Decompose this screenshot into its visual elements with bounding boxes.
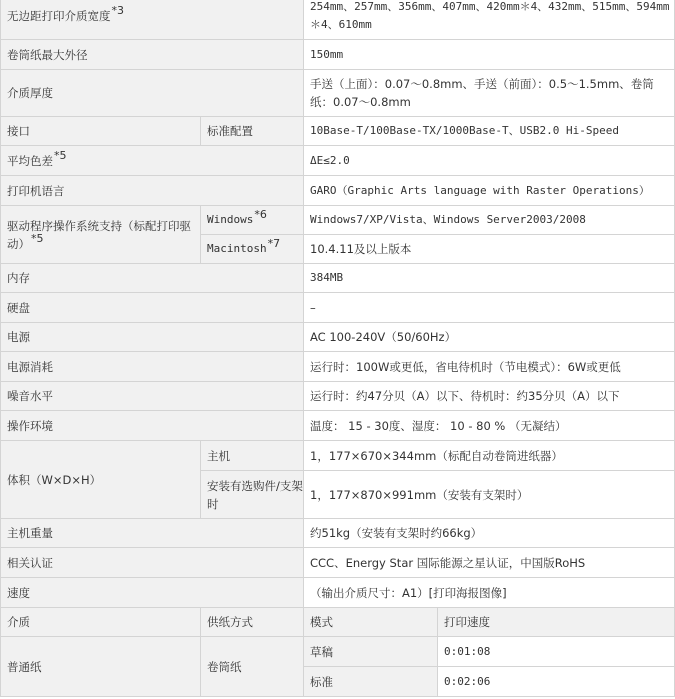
row-dimensions-main <box>1 441 675 471</box>
row-roll-diameter <box>1 40 675 70</box>
power-label: 电源 <box>1 323 304 352</box>
driver-mac-label <box>201 235 304 264</box>
plain-paper-media: 普通纸 <box>1 637 201 697</box>
driver-support-label-text: 驱动程序操作系统支持（标配打印驱动） <box>7 218 191 251</box>
row-power-consumption <box>1 352 675 382</box>
media-thickness-label: 介质厚度 <box>1 70 304 117</box>
borderless-width-note: *3 <box>111 4 124 17</box>
row-memory <box>1 264 675 293</box>
row-hard-disk <box>1 293 675 323</box>
printer-language-value: GARO（Graphic Arts language with Raster Operations） <box>304 176 675 206</box>
row-certification <box>1 548 675 578</box>
certification-label: 相关认证 <box>1 548 304 578</box>
speed-header-mode: 模式 <box>304 608 438 637</box>
interface-value: 10Base-T/100Base-TX/1000Base-T、USB2.0 Hi-Speed <box>304 117 675 146</box>
row-noise <box>1 382 675 411</box>
row-power <box>1 323 675 352</box>
roll-diameter-value: 150mm <box>304 40 675 70</box>
dimensions-label: 体积（W×D×H） <box>1 441 201 519</box>
certification-value: CCC、Energy Star 国际能源之星认证，中国版RoHS <box>304 548 675 578</box>
hard-disk-value: – <box>304 293 675 323</box>
row-speed-header <box>1 608 675 637</box>
environment-label: 操作环境 <box>1 411 304 441</box>
color-diff-label-text: 平均色差 <box>7 153 53 168</box>
borderless-width-label-text: 无边距打印介质宽度 <box>7 9 111 23</box>
color-diff-value: ΔE≤2.0 <box>304 146 675 176</box>
power-value: AC 100-240V（50/60Hz） <box>304 323 675 352</box>
color-diff-note: *5 <box>54 148 67 162</box>
speed-label: 速度 <box>1 578 304 608</box>
row-printer-language <box>1 176 675 206</box>
weight-value: 约51kg（安装有支架时约66kg） <box>304 519 675 548</box>
borderless-width-label <box>1 0 304 40</box>
dimensions-main-value: 1，177×670×344mm（标配自动卷筒进纸器） <box>304 441 675 471</box>
power-consumption-value: 运行时：100W或更低，省电待机时（节电模式）：6W或更低 <box>304 352 675 382</box>
row-color-diff <box>1 146 675 176</box>
media-thickness-value: 手送（上面）：0.07～0.8mm、手送（前面）：0.5～1.5mm、卷筒纸：0.07～0.8mm <box>304 70 675 117</box>
weight-label: 主机重量 <box>1 519 304 548</box>
driver-mac-label-text: Macintosh <box>207 242 267 255</box>
dimensions-main-label: 主机 <box>201 441 304 471</box>
row-plain-draft <box>1 637 675 667</box>
driver-windows-value: Windows7/XP/Vista、Windows Server2003/2008 <box>304 206 675 235</box>
dimensions-stand-label: 安装有选购件/支架时 <box>201 471 304 519</box>
plain-standard-speed: 0:02:06 <box>438 667 675 697</box>
plain-draft-speed: 0:01:08 <box>438 637 675 667</box>
row-weight <box>1 519 675 548</box>
plain-paper-feed: 卷筒纸 <box>201 637 304 697</box>
row-driver-windows <box>1 206 675 235</box>
speed-value: （输出介质尺寸：A1）[打印海报图像] <box>304 578 675 608</box>
color-diff-label <box>1 146 304 176</box>
driver-windows-note: *6 <box>254 208 267 221</box>
speed-header-media: 介质 <box>1 608 201 637</box>
driver-mac-note: *7 <box>267 237 281 250</box>
memory-value: 384MB <box>304 264 675 293</box>
row-environment <box>1 411 675 441</box>
plain-standard-mode: 标准 <box>304 667 438 697</box>
interface-sublabel: 标准配置 <box>201 117 304 146</box>
printer-language-label: 打印机语言 <box>1 176 304 206</box>
row-media-thickness <box>1 70 675 117</box>
noise-label: 噪音水平 <box>1 382 304 411</box>
driver-support-label <box>1 206 201 264</box>
row-borderless-width <box>1 0 675 40</box>
noise-value: 运行时：约47分贝（A）以下、待机时：约35分贝（A）以下 <box>304 382 675 411</box>
borderless-width-value: 254mm、257mm、356mm、407mm、420mm＊4、432mm、515mm、594mm＊4、610mm <box>304 0 675 40</box>
driver-windows-label <box>201 206 304 235</box>
speed-header-feed: 供纸方式 <box>201 608 304 637</box>
row-speed <box>1 578 675 608</box>
row-interface <box>1 117 675 146</box>
roll-diameter-label: 卷筒纸最大外径 <box>1 40 304 70</box>
driver-mac-value: 10.4.11及以上版本 <box>304 235 675 264</box>
dimensions-stand-value: 1，177×870×991mm（安装有支架时） <box>304 471 675 519</box>
memory-label: 内存 <box>1 264 304 293</box>
driver-support-note: *5 <box>31 231 44 245</box>
plain-draft-mode: 草稿 <box>304 637 438 667</box>
power-consumption-label: 电源消耗 <box>1 352 304 382</box>
environment-value: 温度： 15 - 30度、湿度： 10 - 80 % （无凝结） <box>304 411 675 441</box>
speed-header-print-speed: 打印速度 <box>438 608 675 637</box>
interface-label: 接口 <box>1 117 201 146</box>
hard-disk-label: 硬盘 <box>1 293 304 323</box>
driver-windows-label-text: Windows <box>207 213 254 226</box>
